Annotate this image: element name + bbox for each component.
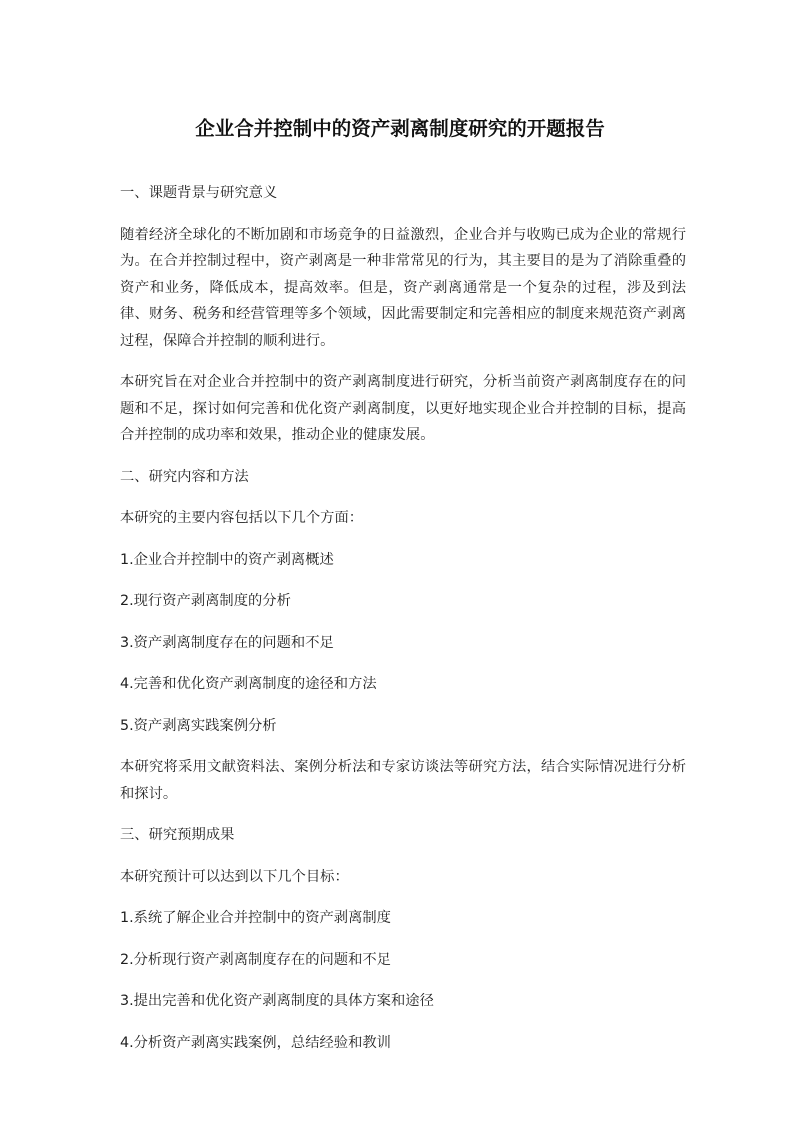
list-item: 5.资产剥离实践案例分析 bbox=[120, 717, 277, 734]
section-heading: 三、研究预期成果 bbox=[120, 827, 235, 843]
list-item: 1.系统了解企业合并控制中的资产剥离制度 bbox=[120, 910, 391, 926]
section-heading: 二、研究内容和方法 bbox=[120, 468, 249, 485]
section-intro: 本研究预计可以达到以下几个目标： bbox=[120, 868, 349, 885]
document-title: 企业合并控制中的资产剥离制度研究的开题报告 bbox=[195, 117, 605, 140]
list-item: 3.资产剥离制度存在的问题和不足 bbox=[120, 634, 334, 651]
paragraph: 随着经济全球化的不断加剧和市场竞争的日益激烈，企业合并与收购已成为企业的常规行为。在合并控制过程中，资产剥离是一种非常常见的行为，其主要目的是为了消除重叠的资产和业务，降低成本，提高效率。但是，资产剥离通常是一个复杂的过程，涉及到法律、财务、税务和经营管理等多个领域，因此需要制定和完善相应的制度来规范资产剥离过程，保障合并控制的顺利进行。 bbox=[120, 226, 686, 349]
section-intro: 本研究的主要内容包括以下几个方面： bbox=[120, 510, 364, 526]
document-body bbox=[120, 180, 686, 1056]
list-item: 2.分析现行资产剥离制度存在的问题和不足 bbox=[120, 951, 391, 968]
list-item: 2.现行资产剥离制度的分析 bbox=[120, 593, 291, 609]
list-item: 4.完善和优化资产剥离制度的途径和方法 bbox=[120, 676, 377, 692]
list-item: 3.提出完善和优化资产剥离制度的具体方案和途径 bbox=[120, 993, 434, 1009]
list-item: 4.分析资产剥离实践案例，总结经验和教训 bbox=[120, 1034, 391, 1051]
section-heading: 一、课题背景与研究意义 bbox=[120, 185, 278, 201]
list-item: 1.企业合并控制中的资产剥离概述 bbox=[120, 551, 334, 568]
paragraph: 本研究旨在对企业合并控制中的资产剥离制度进行研究，分析当前资产剥离制度存在的问题和不足，探讨如何完善和优化资产剥离制度，以更好地实现企业合并控制的目标，提高合并控制的成功率和效果，推动企业的健康发展。 bbox=[120, 374, 686, 443]
paragraph: 本研究将采用文献资料法、案例分析法和专家访谈法等研究方法，结合实际情况进行分析和探讨。 bbox=[120, 759, 686, 802]
